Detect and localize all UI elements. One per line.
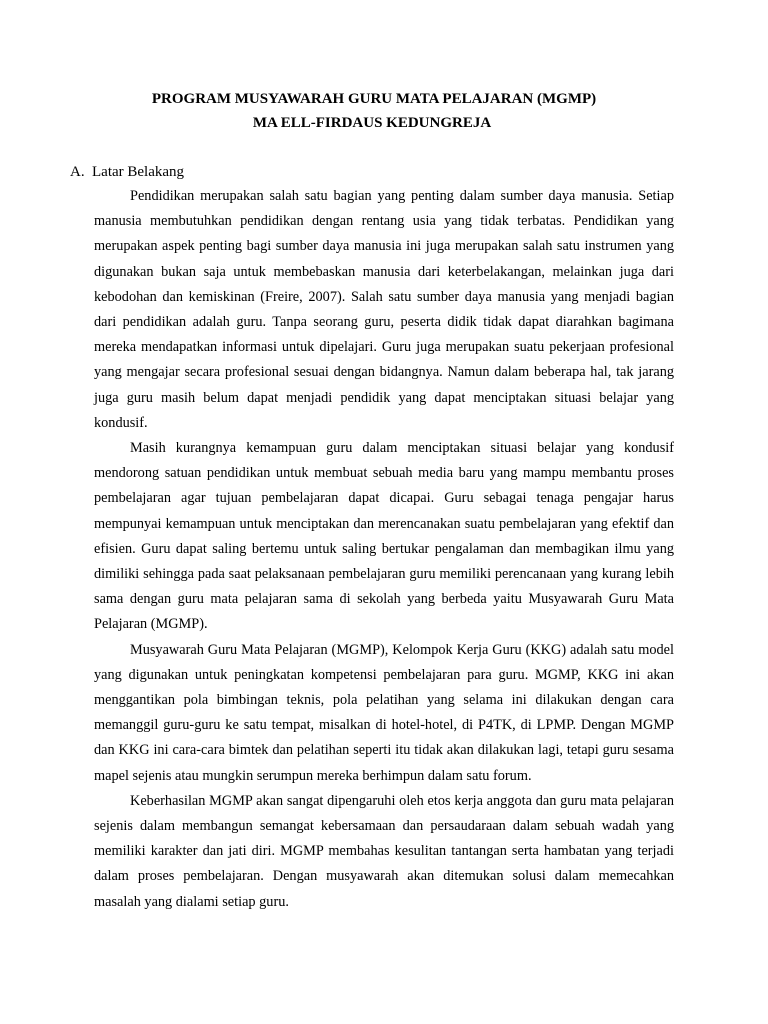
paragraph-2: Masih kurangnya kemampuan guru dalam menciptakan situasi belajar yang kondusif mendorong satuan pendidikan untuk membuat sebuah media baru yang mampu membantu proses pembelajaran agar tujuan pembelajaran dapat dicapai. Guru sebagai tenaga pengajar harus mempunyai kemampuan untuk menciptakan dan merencanakan suatu pembelajaran yang efektif dan efisien. Guru dapat saling bertemu untuk saling bertukar pengalaman dan membagikan ilmu yang dimiliki sehingga pada saat pelaksanaan pembelajaran guru memiliki perencanaan yang kurang lebih sama dengan guru mata pelajaran sama di sekolah yang berbeda yaitu Musyawarah Guru Mata Pelajaran (MGMP). bbox=[94, 440, 674, 633]
paragraph-1: Pendidikan merupakan salah satu bagian yang penting dalam sumber daya manusia. Setiap manusia membutuhkan pendidikan dengan rentang usia yang tidak terbatas. Pendidikan yang merupakan aspek penting bagi sumber daya manusia ini juga merupakan salah satu instrumen yang digunakan bukan saja untuk membebaskan manusia dari keterbelakangan, melainkan juga dari kebodohan dan kemiskinan (Freire, 2007). Salah satu sumber daya manusia yang menjadi bagian dari pendidikan adalah guru. Tanpa seorang guru, peserta didik tidak dapat diarahkan bagimana mereka mendapatkan informasi untuk dipelajari. Guru juga merupakan suatu pekerjaan profesional yang mengajar secara profesional sesuai dengan bidangnya. Namun dalam beberapa hal, tak jarang juga guru masih belum dapat menjadi pendidik yang dapat menciptakan situasi belajar yang kondusif. bbox=[94, 188, 674, 431]
document-title-line-2: MA ELL-FIRDAUS KEDUNGREJA bbox=[252, 115, 492, 131]
document-title-line-1: PROGRAM MUSYAWARAH GURU MATA PELAJARAN (MGMP) bbox=[151, 91, 597, 107]
section-marker: A. bbox=[70, 164, 85, 180]
paragraph-4: Keberhasilan MGMP akan sangat dipengaruhi oleh etos kerja anggota dan guru mata pelajaran sejenis dalam membangun semangat kebersamaan dan persaudaraan dalam sebuah wadah yang memiliki karakter dan jati diri. MGMP membahas kesulitan tantangan serta hambatan yang terjadi dalam proses pembelajaran. Dengan musyawarah akan ditemukan solusi dalam memecahkan masalah yang dialami setiap guru. bbox=[94, 792, 674, 910]
section-heading bbox=[70, 163, 184, 181]
section-body bbox=[94, 184, 674, 915]
paragraph-3: Musyawarah Guru Mata Pelajaran (MGMP), Kelompok Kerja Guru (KKG) adalah satu model yang digunakan untuk peningkatan kompetensi pembelajaran para guru. MGMP, KKG ini akan menggantikan pola bimbingan teknis, pola pelatihan yang selama ini dilakukan dengan cara memanggil guru-guru ke satu tempat, misalkan di hotel-hotel, di P4TK, di LPMP. Dengan MGMP dan KKG ini cara-cara bimtek dan pelatihan seperti itu tidak akan dilakukan lagi, tetapi guru sesama mapel sejenis atau mungkin serumpun mereka berhimpun dalam satu forum. bbox=[94, 641, 674, 784]
section-label: Latar Belakang bbox=[92, 164, 185, 180]
